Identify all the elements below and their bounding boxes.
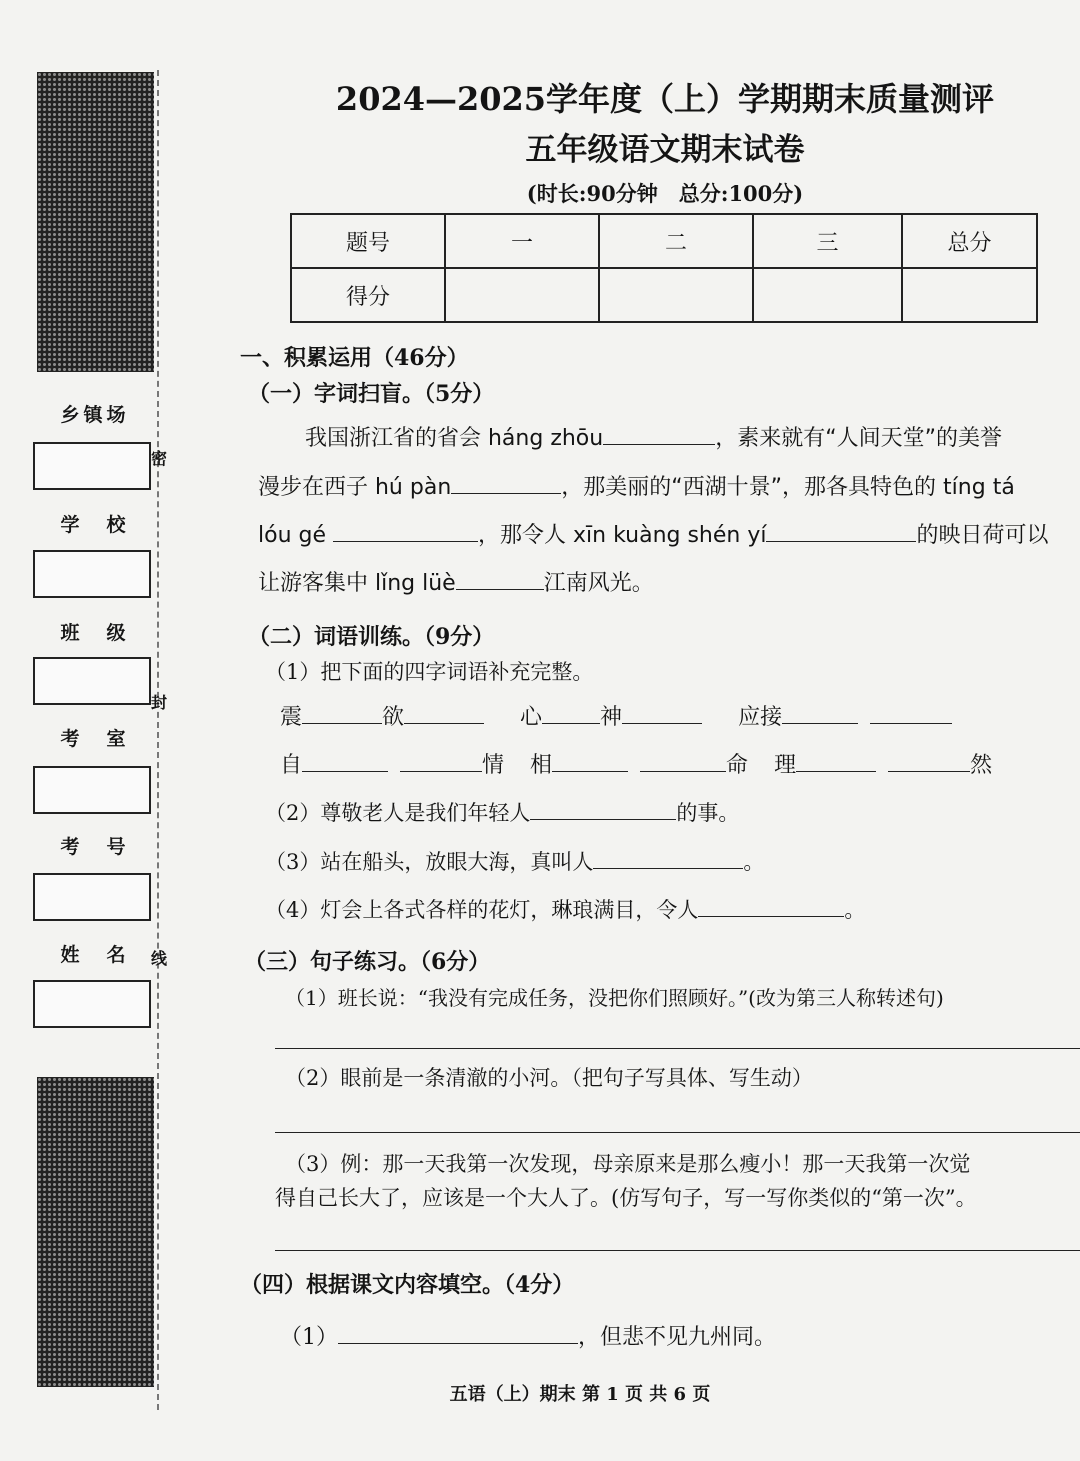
answer-blank[interactable] — [870, 703, 952, 724]
score-cell[interactable] — [599, 268, 753, 322]
text: 的事。 — [676, 801, 740, 825]
answer-blank[interactable] — [302, 703, 382, 724]
part-3-q3-line1: （3）例：那一天我第一次发现，母亲原来是那么瘦小！那一天我第一次觉 — [285, 1152, 971, 1176]
score-cell[interactable] — [445, 268, 599, 322]
label-exam-room: 考 室 — [60, 728, 130, 750]
answer-line[interactable] — [275, 1132, 1080, 1133]
answer-blank[interactable] — [622, 703, 702, 724]
part-4-title: （四）根据课文内容填空。（4分） — [240, 1272, 575, 1298]
name-field[interactable] — [33, 980, 151, 1028]
score-header-cell: 二 — [599, 214, 753, 268]
text: （3）站在船头，放眼大海，真叫人 — [265, 850, 594, 874]
label-township: 乡镇场 — [60, 404, 130, 426]
label-name: 姓 名 — [60, 944, 130, 966]
part-2-q3 — [265, 846, 764, 876]
part-3-q3-line2: 得自己长大了，应该是一个大人了。(仿写句子，写一写你类似的“第一次”。 — [275, 1186, 977, 1210]
answer-blank[interactable] — [302, 751, 388, 772]
score-header-cell: 一 — [445, 214, 599, 268]
answer-blank[interactable] — [593, 848, 743, 869]
exam-title: 2024—2025学年度（上）学期期末质量测评 — [335, 80, 995, 118]
answer-blank[interactable] — [766, 521, 916, 542]
exam-number-field[interactable] — [33, 873, 151, 921]
part-1-title: （一）字词扫盲。（5分） — [248, 381, 495, 407]
idiom-char: 自 — [280, 753, 303, 778]
text: 。 — [844, 898, 866, 922]
text: ，但悲不见九州同。 — [578, 1325, 777, 1350]
idiom-char: 应接 — [738, 705, 783, 730]
text: （4）灯会上各式各样的花灯，琳琅满目，令人 — [265, 898, 699, 922]
text: 的映日荷可以 — [916, 523, 1049, 548]
score-row-label: 得分 — [291, 268, 445, 322]
school-field[interactable] — [33, 550, 151, 598]
score-header-cell: 总分 — [902, 214, 1037, 268]
text: ，素来就有“人间天堂”的美誉 — [715, 426, 1003, 451]
idiom-row-2 — [280, 748, 992, 779]
text: （1） — [280, 1325, 338, 1350]
label-school: 学 校 — [60, 514, 130, 536]
score-header-cell: 三 — [753, 214, 902, 268]
score-table-header-row — [291, 214, 1037, 268]
part-2-q2 — [265, 797, 739, 827]
answer-line[interactable] — [275, 1048, 1080, 1049]
text: lóu gé — [258, 523, 327, 548]
idiom-char: 命 — [726, 753, 749, 778]
answer-blank[interactable] — [888, 751, 970, 772]
seal-char-feng: 封 — [151, 693, 168, 712]
answer-blank[interactable] — [451, 473, 561, 494]
part-3-title: （三）句子练习。（6分） — [244, 949, 491, 975]
seal-char-mi: 密 — [151, 449, 168, 468]
label-class: 班 级 — [60, 622, 130, 644]
part-1-line-3 — [258, 518, 1049, 549]
text: ，那令人 xīn kuàng shén yí — [478, 523, 767, 548]
text: ，那美丽的“西湖十景”，那各具特色的 tíng tá — [561, 475, 1015, 500]
part-1-line-4 — [258, 566, 654, 597]
idiom-char: 欲 — [382, 705, 405, 730]
answer-line[interactable] — [275, 1250, 1080, 1251]
section-1-title: 一、积累运用（46分） — [240, 345, 469, 371]
score-table — [290, 213, 1038, 323]
label-exam-number: 考 号 — [60, 836, 130, 858]
binding-pattern-top — [37, 72, 154, 372]
text: 江南风光。 — [543, 571, 654, 596]
township-field[interactable] — [33, 442, 151, 490]
idiom-char: 然 — [970, 753, 993, 778]
idiom-char: 情 — [482, 753, 505, 778]
answer-blank[interactable] — [542, 703, 600, 724]
answer-blank[interactable] — [404, 703, 484, 724]
part-1-line-1 — [305, 421, 1002, 452]
page-footer: 五语（上）期末 第 1 页 共 6 页 — [449, 1384, 711, 1405]
text: 让游客集中 lǐng lüè — [258, 571, 456, 596]
text: 。 — [743, 850, 765, 874]
seal-char-xian: 线 — [151, 949, 168, 968]
binding-pattern-bottom — [37, 1077, 154, 1387]
answer-blank[interactable] — [603, 424, 715, 445]
exam-meta: (时长:90分钟 总分:100分) — [526, 181, 804, 206]
score-header-cell: 题号 — [291, 214, 445, 268]
answer-blank[interactable] — [698, 896, 844, 917]
idiom-char: 震 — [280, 705, 303, 730]
idiom-row-1 — [280, 700, 952, 731]
class-field[interactable] — [33, 657, 151, 705]
score-table-score-row — [291, 268, 1037, 322]
score-cell[interactable] — [902, 268, 1037, 322]
answer-blank[interactable] — [400, 751, 482, 772]
text: 漫步在西子 hú pàn — [258, 475, 452, 500]
seal-dashed-line — [157, 70, 159, 1410]
part-3-q1: （1）班长说：“我没有完成任务，没把你们照顾好。”(改为第三人称转述句) — [285, 986, 944, 1010]
answer-blank[interactable] — [552, 751, 628, 772]
idiom-char: 相 — [530, 753, 553, 778]
part-2-q1: （1）把下面的四字词语补充完整。 — [265, 660, 594, 684]
answer-blank[interactable] — [640, 751, 726, 772]
answer-blank[interactable] — [456, 569, 544, 590]
idiom-char: 心 — [520, 705, 543, 730]
part-2-q4 — [265, 894, 865, 924]
text: （2）尊敬老人是我们年轻人 — [265, 801, 531, 825]
idiom-char: 理 — [774, 753, 797, 778]
exam-subtitle: 五年级语文期末试卷 — [525, 132, 805, 168]
exam-room-field[interactable] — [33, 766, 151, 814]
part-4-q1 — [280, 1320, 776, 1351]
idiom-char: 神 — [600, 705, 623, 730]
answer-blank[interactable] — [782, 703, 858, 724]
score-cell[interactable] — [753, 268, 902, 322]
part-1-line-2 — [258, 470, 1015, 501]
answer-blank[interactable] — [796, 751, 876, 772]
answer-blank[interactable] — [333, 521, 478, 542]
answer-blank[interactable] — [530, 799, 676, 820]
part-3-q2: （2）眼前是一条清澈的小河。（把句子写具体、写生动） — [285, 1066, 813, 1090]
answer-blank[interactable] — [338, 1323, 578, 1344]
text: 我国浙江省的省会 háng zhōu — [305, 426, 604, 451]
part-2-title: （二）词语训练。（9分） — [248, 624, 495, 650]
